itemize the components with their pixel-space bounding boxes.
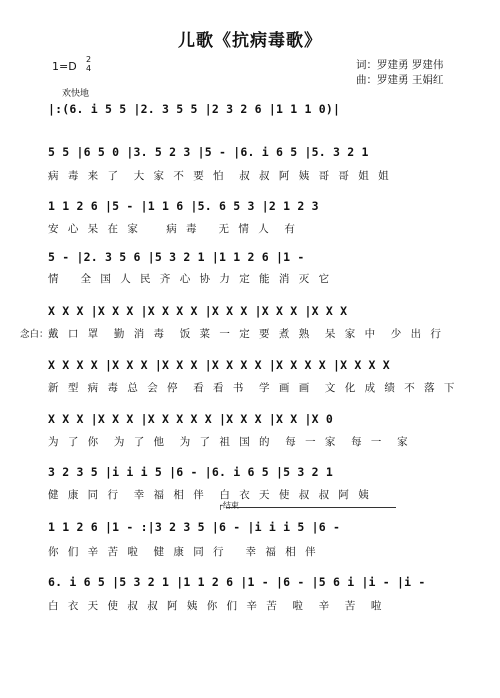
time-signature — [86, 55, 91, 73]
notation-line-3: 1 1 2 6 |5 - |1 1 6 |5. 6 5 3 |2 1 2 3 — [48, 199, 319, 213]
lyric-line-6: 新 型 病 毒 总 会 停 看 看 书 学 画 画 文 化 成 绩 不 落 下 — [48, 382, 458, 394]
ending-bracket-line — [226, 507, 396, 508]
notation-line-4: 5 - |2. 3 5 6 |5 3 2 1 |1 1 2 6 |1 - — [48, 250, 305, 264]
lyric-line-10: 白 衣 天 使 叔 叔 阿 姨 你 们 辛 苦 啦 辛 苦 啦 — [48, 600, 385, 612]
notation-line-5: X X X |X X X |X X X X |X X X |X X X |X X X — [48, 304, 348, 318]
tempo-marking: 欢快地 — [62, 89, 90, 99]
lyric-line-2: 病 毒 来 了 大 家 不 要 怕 叔 叔 阿 姨 哥 哥 姐 姐 — [48, 170, 392, 182]
lyric-line-7: 为 了 你 为 了 他 为 了 祖 国 的 每 一 家 每 一 家 — [48, 436, 411, 448]
time-signature-bottom: 4 — [86, 64, 92, 73]
notation-line-8: 3 2 3 5 |i i i 5 |6 - |6. i 6 5 |5 3 2 1 — [48, 465, 333, 479]
ending-bracket-label: ┌结束 — [218, 501, 239, 510]
composer-credit: 曲：罗建勇 王娟红 — [356, 74, 444, 86]
notation-line-9: 1 1 2 6 |1 - :|3 2 3 5 |6 - |i i i 5 |6 - — [48, 520, 341, 534]
key-signature: 1=D — [52, 60, 77, 73]
notation-line-2: 5 5 |6 5 0 |3. 5 2 3 |5 - |6. i 6 5 |5. 3 2 1 — [48, 145, 369, 159]
chant-label: 念白： — [20, 329, 49, 340]
time-signature-top: 2 — [86, 55, 92, 64]
lyric-line-9: 你 们 辛 苦 啦 健 康 同 行 幸 福 相 伴 — [48, 546, 319, 558]
lyric-line-5: 戴 口 罩 勤 消 毒 饭 菜 一 定 要 煮 熟 呆 家 中 少 出 行 — [48, 328, 444, 340]
lyricist-credit: 词：罗建勇 罗建伟 — [356, 59, 444, 71]
notation-line-7: X X X |X X X |X X X X X |X X X |X X |X 0 — [48, 412, 333, 426]
notation-line-6: X X X X |X X X |X X X |X X X X |X X X X |X X X X — [48, 358, 390, 372]
lyric-line-8: 健 康 同 行 幸 福 相 伴 白 衣 天 使 叔 叔 阿 姨 — [48, 489, 372, 501]
notation-line-1: |:(6. i 5 5 |2. 3 5 5 |2 3 2 6 |1 1 1 0)| — [48, 102, 341, 116]
notation-line-10: 6. i 6 5 |5 3 2 1 |1 1 2 6 |1 - |6 - |5 6 i |i - |i - — [48, 575, 426, 589]
lyric-line-4: 情 全 国 人 民 齐 心 协 力 定 能 消 灭 它 — [48, 273, 333, 285]
song-title: 儿歌《抗病毒歌》 — [178, 31, 322, 51]
lyric-line-3: 安 心 呆 在 家 病 毒 无 情 人 有 — [48, 223, 298, 235]
